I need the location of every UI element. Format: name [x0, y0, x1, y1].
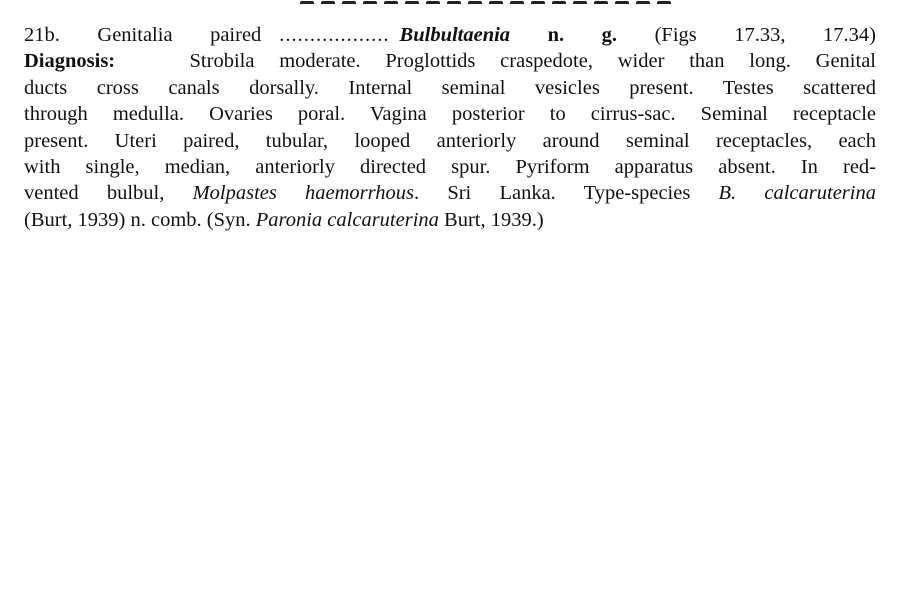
authority-text: (Burt, 1939) n. comb. (Syn.	[24, 208, 256, 231]
key-line	[24, 22, 876, 48]
key-lead: 21b. Genitalia paired	[24, 24, 262, 46]
diagnosis-line-3: through medulla. Ovaries poral. Vagina posterior to cirrus-sac. Seminal receptacle	[24, 103, 876, 126]
key-entry-21b	[24, 22, 876, 233]
diagnosis-label: Diagnosis:	[24, 50, 116, 73]
figure-reference: (Figs 17.33, 17.34)	[654, 24, 877, 46]
diagnosis-text-1: Strobila moderate. Proglottids craspedote, wider than long. Genital	[189, 50, 876, 73]
host-species: Molpastes haemorrhous	[192, 182, 414, 205]
cropped-previous-line	[300, 0, 680, 4]
genus-status: n. g.	[547, 24, 618, 46]
genus-name: Bulbultaenia	[399, 24, 511, 46]
leader-dots: ..................	[279, 24, 390, 46]
synonym-name: Paronia calcaruterina	[255, 208, 439, 231]
type-species: B. calcaruterina	[718, 182, 876, 205]
locality-text: . Sri Lanka. Type-species	[414, 182, 719, 205]
diagnosis-line-7	[24, 207, 876, 233]
synonym-authority: Burt, 1939.)	[438, 208, 544, 231]
diagnosis-line-6	[24, 180, 876, 206]
diagnosis-line-1	[24, 48, 876, 74]
diagnosis-line-5: with single, median, anteriorly directed spur. Pyriform apparatus absent. In red-	[24, 155, 876, 178]
host-lead: vented bulbul,	[24, 182, 193, 205]
diagnosis-line-2: ducts cross canals dorsally. Internal seminal vesicles present. Testes scattered	[24, 76, 876, 99]
diagnosis-line-4: present. Uteri paired, tubular, looped anteriorly around seminal receptacles, each	[24, 129, 876, 152]
